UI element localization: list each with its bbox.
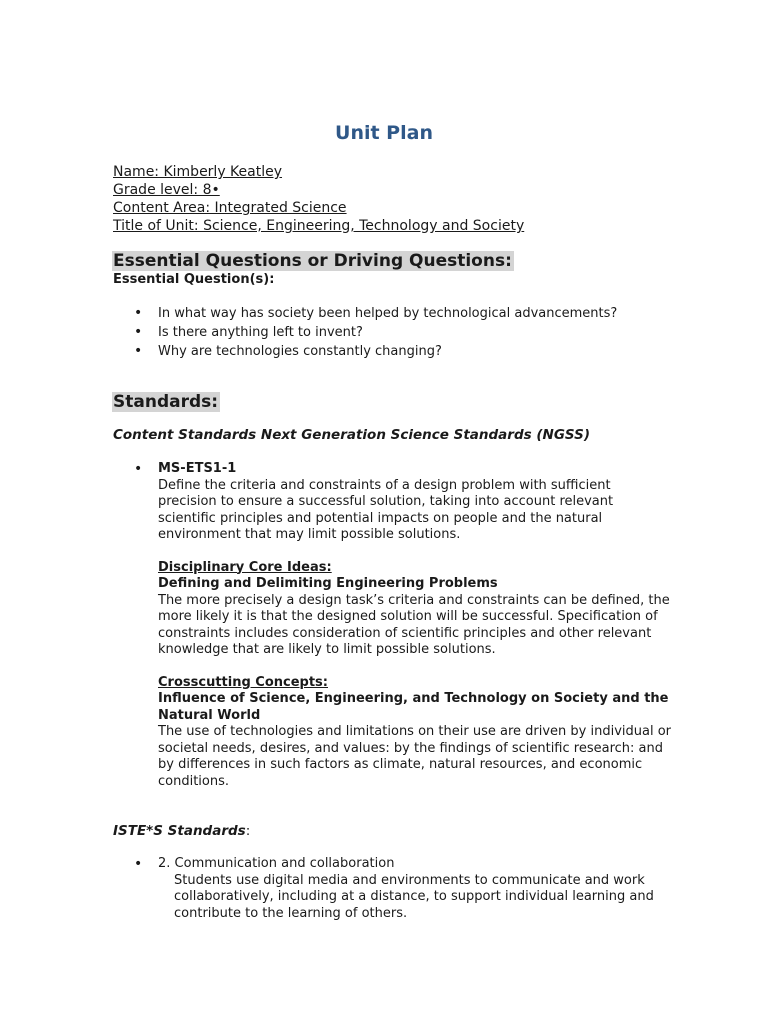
meta-unit-title: Title of Unit: Science, Engineering, Technology and Society <box>113 218 525 234</box>
dci-text: The more precisely a design task’s criteria and constraints can be defined, the more likely it is that the designed solution will be successful. Specification of constraints includes consideration of scientific principles and other relevant knowledge that are likely to limit possible solutions. <box>158 592 670 657</box>
essential-questions-heading: Essential Questions or Driving Questions: <box>113 251 512 271</box>
cc-text: The use of technologies and limitations on their use are driven by individual or societal needs, desires, and values: by the findings of scientific research: and by differences in such factors as climate, natural resources, and economic conditions. <box>158 724 671 789</box>
essential-questions-list <box>113 304 617 361</box>
list-item: • In what way has society been helped by technological advancements? <box>113 304 617 323</box>
standards-heading: Standards: <box>113 392 219 412</box>
standards-section <box>112 391 220 413</box>
essential-questions-subheading: Essential Question(s): <box>113 272 275 287</box>
cc-label: Crosscutting Concepts: <box>158 674 328 690</box>
iste-label: • 2. Communication and collaboration <box>158 856 395 871</box>
list-item: • Why are technologies constantly changing? <box>113 342 617 361</box>
standard-code: • MS-ETS1-1 <box>158 461 237 476</box>
page-title: Unit Plan <box>335 122 433 144</box>
meta-grade: Grade level: 8• <box>113 182 220 198</box>
iste-standards-list <box>113 856 673 922</box>
list-item <box>113 461 673 790</box>
iste-text: Students use digital media and environments to communicate and work collaboratively, including at a distance, to support individual learning and contribute to the learning of others. <box>174 872 654 921</box>
cc-title: Influence of Science, Engineering, and Technology on Society and the Natural World <box>158 691 669 723</box>
iste-title-text: ISTE*S Standards <box>113 823 246 839</box>
ngss-standards-list <box>113 461 673 790</box>
standard-description: Define the criteria and constraints of a design problem with sufficient precision to ensure a successful solution, taking into account relevant scientific principles and potential impacts on people and the natural environment that may limit possible solutions. <box>158 477 614 542</box>
list-item <box>113 856 673 922</box>
essential-questions-section <box>112 250 514 272</box>
iste-title <box>113 823 250 839</box>
meta-name: Name: Kimberly Keatley <box>113 164 283 180</box>
dci-title: Defining and Delimiting Engineering Problems <box>158 576 498 591</box>
list-item: • Is there anything left to invent? <box>113 323 617 342</box>
unit-meta <box>113 163 524 235</box>
meta-content-area: Content Area: Integrated Science <box>113 200 347 216</box>
dci-label: Disciplinary Core Ideas: <box>158 559 332 575</box>
ngss-title: Content Standards Next Generation Science Standards (NGSS) <box>113 427 591 443</box>
iste-title-colon: : <box>245 823 251 839</box>
